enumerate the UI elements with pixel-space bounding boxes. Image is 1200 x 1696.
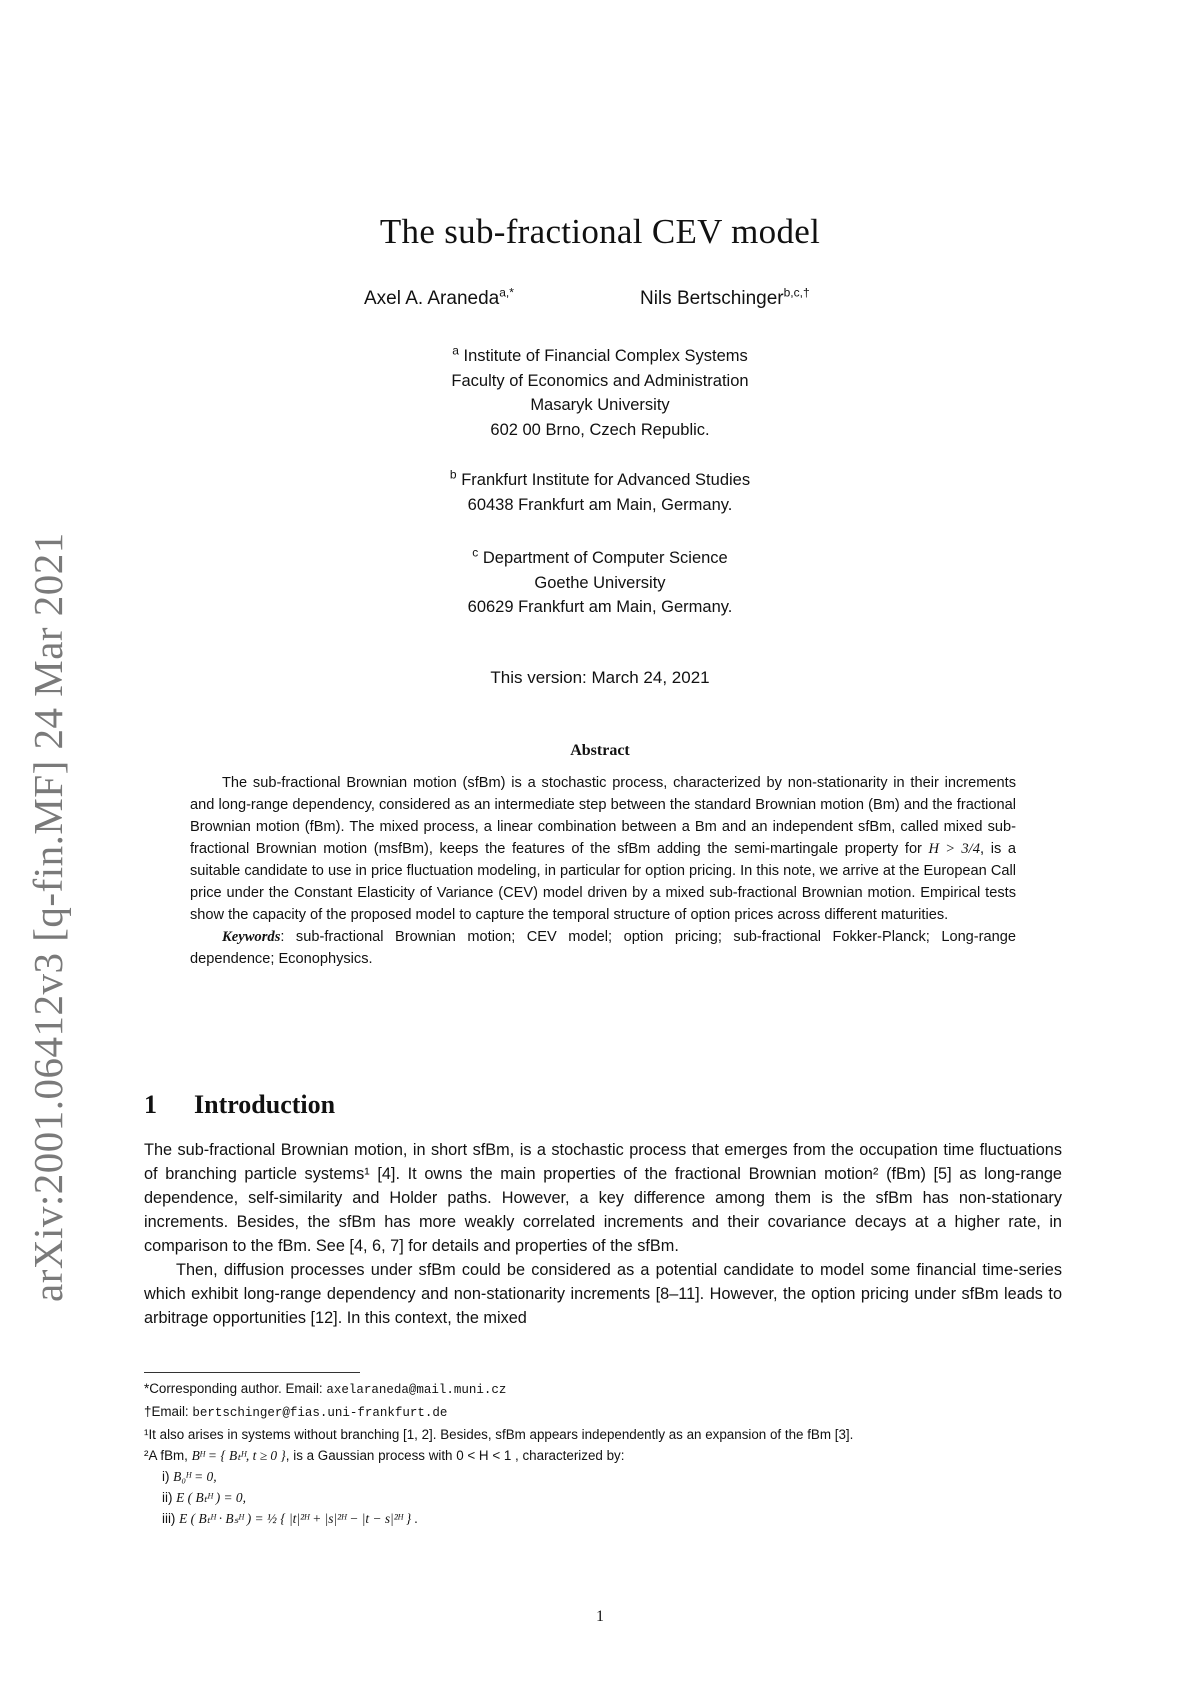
affiliation-a: $^a$ Institute of Financial Complex Systems Faculty of Economics and Administration Masaryk University 602 00 Brno, Czech Republic.: [451, 343, 749, 439]
abstract-heading: Abstract: [570, 742, 630, 759]
abstract-body: [190, 772, 1016, 970]
footnote-2: ²A fBm, Bᴴ = { Bₜᴴ, t ≥ 0 }, is a Gaussian process with 0 < H < 1 , characterized by:: [144, 1448, 625, 1463]
arxiv-side-stamp: arXiv:2001.06412v3 [q-fin.MF] 24 Mar 2021: [25, 532, 71, 1302]
abstract-paragraph: The sub-fractional Brownian motion (sfBm) is a stochastic process, characterized by non-stationarity in their increments and long-range dependency, considered as an intermediate step between the standard Brownian motion (Bm) and the fractional Brownian motion (fBm). The mixed process, a linear combination between a Bm and an independent sfBm, called mixed sub-fractional Brownian motion (msfBm), keeps the features of the sfBm adding the semi-martingale property for H > 3/4, is a suitable candidate to use in price fluctuation modeling, in particular for option pricing. In this note, we arrive at the European Call price under the Constant Elasticity of Variance (CEV) model driven by a mixed sub-fractional Brownian motion. Empirical tests show the capacity of the proposed model to capture the temporal structure of option prices across different maturities.: [190, 775, 1016, 923]
footnote-item: iii) E ( Bₜᴴ · Bₛᴴ ) = ½ { |t|²ᴴ + |s|²ᴴ − |t − s|²ᴴ } .: [162, 1511, 418, 1526]
footnote-email: †Email: bertschinger@fias.uni-frankfurt.de: [144, 1404, 448, 1420]
footnote-1: ¹It also arises in systems without branching [1, 2]. Besides, sfBm appears independently as an expansion of the fBm [3].: [144, 1427, 854, 1442]
affiliation-c: $^c$ Department of Computer Science Goethe University 60629 Frankfurt am Main, Germany.: [467, 545, 733, 616]
footnote-rule: [144, 1372, 360, 1373]
footnote-corresponding: *Corresponding author. Email: axelaraneda@mail.muni.cz: [144, 1381, 507, 1397]
footnote-item: ii) E ( Bₜᴴ ) = 0,: [162, 1490, 246, 1505]
author-2: Nils Bertschinger$^{b,c,\dagger}$: [640, 285, 810, 309]
version-date: This version: March 24, 2021: [490, 668, 710, 687]
body-paragraph: The sub-fractional Brownian motion, in short sfBm, is a stochastic process that emerges from the occupation time fluctuations of branching particle systems¹ [4]. It owns the main properties of the fractional Brownian motion² (fBm) [5] as long-range dependence, self-similarity and Holder paths. However, a key difference among them is the sfBm has non-stationary increments. Besides, the sfBm has more weakly correlated increments and their covariance decays at a higher rate, in comparison to the fBm. See [4, 6, 7] for details and properties of the sfBm.: [144, 1141, 1062, 1255]
page-number: 1: [596, 1608, 604, 1625]
affiliation-b: $^b$ Frankfurt Institute for Advanced Studies 60438 Frankfurt am Main, Germany.: [449, 467, 751, 514]
footnotes: [144, 1378, 1074, 1529]
footnote-item: i) B₀ᴴ = 0,: [162, 1469, 217, 1484]
paper-title: The sub-fractional CEV model: [379, 212, 821, 251]
author-1: Axel A. Araneda$^{a,*}$: [364, 285, 514, 309]
section-heading: 1 Introduction: [144, 1090, 336, 1119]
keywords: Keywords: sub-fractional Brownian motion; CEV model; option pricing; sub-fractional Fokker-Planck; Long-range dependence; Econophysics.: [190, 929, 1016, 967]
body-paragraph: Then, diffusion processes under sfBm could be considered as a potential candidate to model some financial time-series which exhibit long-range dependency and non-stationarity increments [8–11]. However, the option pricing under sfBm leads to arbitrage opportunities [12]. In this context, the mixed: [144, 1261, 1062, 1327]
introduction-body: [144, 1138, 1062, 1330]
